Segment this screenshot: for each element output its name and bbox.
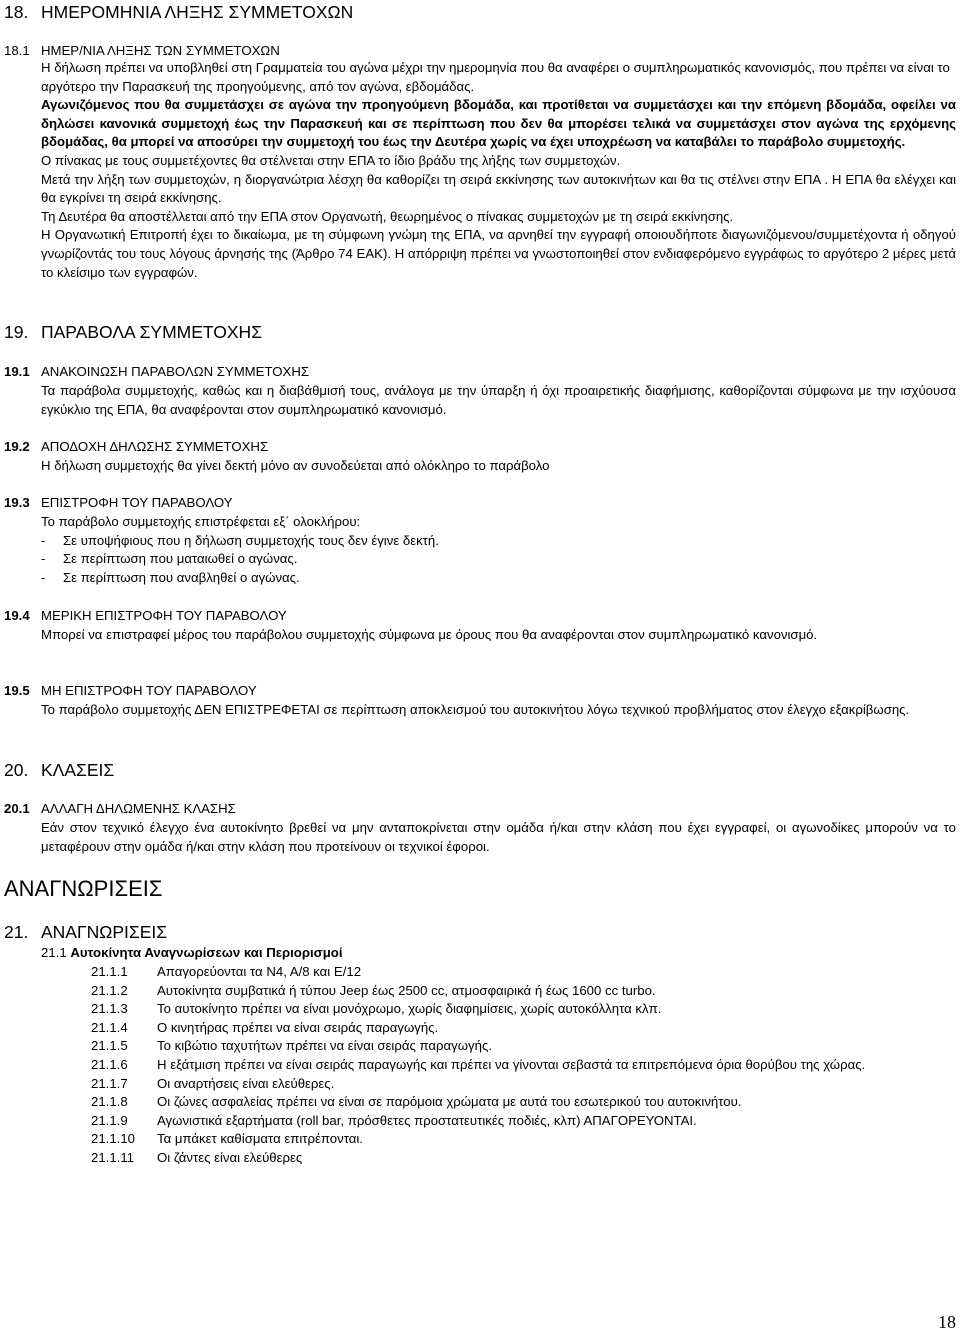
- paragraph: Το παράβολο συμμετοχής ΔΕΝ ΕΠΙΣΤΡΕΦΕΤΑΙ σε περίπτωση αποκλεισμού του αυτοκινήτου λόγω τεχνικού προβλήματος στον έλεγχο εξακρίβωσης.: [41, 702, 910, 717]
- list-item: [91, 1056, 956, 1075]
- bold-paragraph: Αγωνιζόμενος που θα συμμετάσχει σε αγώνα την προηγούμενη βδομάδα, και προτίθεται να συμμετάσχει και την επόμενη βδομάδα, οφείλει να δηλώσει κανονικά συμμετοχή έως την Παρασκευή και σε περίπτωση που δεν θα μπορέσει τελικά να συμμετάσχει στον αγώνα της ερχόμενης βδομάδας, θα μπορεί να αποσύρει την συμμετοχή του έως την Δευτέρα χωρίς να έχει υποχρέωση να καταβάλει το παράβολο συμμετοχής.: [41, 97, 956, 150]
- subsection-19-2-title: [4, 438, 268, 456]
- subsection-number: 18.1: [4, 43, 30, 58]
- paragraph: Η δήλωση συμμετοχής θα γίνει δεκτή μόνο αν συνοδεύεται από ολόκληρο το παράβολο: [41, 458, 550, 473]
- subsection-number: 19.5: [4, 683, 30, 698]
- subsection-number: 21.1: [41, 945, 67, 960]
- subsection-19-1-title: [4, 363, 309, 381]
- item-number: 21.1.2: [91, 982, 128, 998]
- list-item: [91, 1093, 956, 1112]
- subsection-text: Αυτοκίνητα Αναγνωρίσεων και Περιορισμοί: [70, 945, 343, 960]
- item-number: 21.1.4: [91, 1019, 128, 1035]
- subsection-text: ΗΜΕΡ/ΝΙΑ ΛΗΞΗΣ ΤΩΝ ΣΥΜΜΕΤΟΧΩΝ: [41, 43, 280, 58]
- specifications-list: [91, 963, 956, 1168]
- list-item: [91, 1075, 956, 1094]
- list-item: [41, 532, 956, 551]
- paragraph: Μπορεί να επιστραφεί μέρος του παράβολου συμμετοχής σύμφωνα με όρους που θα αναφέρονται στον συμπληρωματικό κανονισμό.: [41, 627, 818, 642]
- subsection-number: 19.4: [4, 608, 30, 623]
- paragraph: Το παράβολο συμμετοχής επιστρέφεται εξ΄ ολοκλήρου:: [41, 514, 361, 529]
- list-item: [41, 569, 956, 588]
- list-item: [91, 1149, 956, 1168]
- item-number: 21.1.6: [91, 1056, 128, 1072]
- item-number: 21.1.7: [91, 1075, 128, 1091]
- subsection-19-4-title: [4, 607, 287, 625]
- item-text: Τα μπάκετ καθίσματα επιτρέπονται.: [157, 1131, 363, 1147]
- paragraph: Ο πίνακας με τους συμμετέχοντες θα στέλνεται στην ΕΠΑ το ίδιο βράδυ της λήξης των συμμετοχών.: [41, 152, 621, 168]
- section-title: ΑΝΑΓΝΩΡΙΣΕΙΣ: [4, 876, 163, 901]
- page-number: 18: [938, 1312, 956, 1333]
- item-text: Ο κινητήρας πρέπει να είναι σειράς παραγωγής.: [157, 1019, 439, 1035]
- item-text: Οι αναρτήσεις είναι ελεύθερες.: [157, 1075, 335, 1091]
- section-18-heading: [4, 1, 353, 23]
- item-text: Η εξάτμιση πρέπει να είναι σειράς παραγωγής και πρέπει να γίνονται σεβαστά τα επιτρεπόμενα όρια θορύβου της χώρας.: [157, 1056, 866, 1072]
- paragraph: Τα παράβολα συμμετοχής, καθώς και η διαβάθμισή τους, ανάλογα με την ύπαρξη ή όχι προαιρετικής διαφήμισης, καθορίζονται σύμφωνα με την ισχύουσα εγκύκλιο της ΕΠΑ, θα αναφέρονται στον συμπληρωματικό κανονισμό.: [41, 383, 956, 417]
- subsection-19-5-title: [4, 682, 257, 700]
- list-item: [91, 1112, 956, 1131]
- item-text: Το αυτοκίνητο πρέπει να είναι μονόχρωμο, χωρίς διαφημίσεις, χωρίς αυτοκόλλητα κλπ.: [157, 1001, 662, 1017]
- list-item: [41, 550, 956, 569]
- subsection-text: ΑΛΛΑΓΗ ΔΗΛΩΜΕΝΗΣ ΚΛΑΣΗΣ: [41, 801, 236, 816]
- list-item-text: Σε περίπτωση που ματαιωθεί ο αγώνας.: [63, 551, 298, 567]
- item-text: Αγωνιστικά εξαρτήματα (roll bar, πρόσθετες προστατευτικές ποδιές, κλπ) ΑΠΑΓΟΡΕΥΟΝΤΑΙ.: [157, 1112, 697, 1128]
- paragraph: Η Οργανωτική Επιτροπή έχει το δικαίωμα, με τη σύμφωνη γνώμη της ΕΠΑ, να αρνηθεί την εγγραφή οποιουδήποτε διαγωνιζόμενου/συμμετέχοντα ή οδηγού γνωρίζοντάς του τους λόγους άρνησής της (Άρθρο 74 ΕΑΚ). Η απόρριψη πρέπει να γνωστοποιηθεί στον ενδιαφερόμενο εγγράφως το αργότερο 2 μέρες μετά το κλείσιμο των εγγραφών.: [41, 227, 956, 280]
- heading-text: ΚΛΑΣΕΙΣ: [41, 760, 115, 780]
- heading-text: ΑΝΑΓΝΩΡΙΣΕΙΣ: [41, 922, 168, 942]
- list-item: [91, 1130, 956, 1149]
- list-item: [91, 963, 956, 982]
- subsection-text: ΜΕΡΙΚΗ ΕΠΙΣΤΡΟΦΗ ΤΟΥ ΠΑΡΑΒΟΛΟΥ: [41, 608, 287, 623]
- dash: -: [41, 532, 46, 548]
- list-item-text: Σε υποψήφιους που η δήλωση συμμετοχής τους δεν έγινε δεκτή.: [63, 532, 439, 548]
- heading-text: ΗΜΕΡΟΜΗΝΙΑ ΛΗΞΗΣ ΣΥΜΜΕΤΟΧΩΝ: [41, 2, 354, 22]
- section-21-heading: [4, 921, 167, 943]
- dash: -: [41, 569, 46, 585]
- list-item-text: Σε περίπτωση που αναβληθεί ο αγώνας.: [63, 569, 300, 585]
- item-text: Το κιβώτιο ταχυτήτων πρέπει να είναι σειράς παραγωγής.: [157, 1038, 493, 1054]
- item-number: 21.1.9: [91, 1112, 128, 1128]
- item-number: 21.1.8: [91, 1094, 128, 1110]
- subsection-text: ΜΗ ΕΠΙΣΤΡΟΦΗ ΤΟΥ ΠΑΡΑΒΟΛΟΥ: [41, 683, 257, 698]
- paragraph: Η δήλωση πρέπει να υποβληθεί στη Γραμματεία του αγώνα μέχρι την ημερομηνία που θα αναφέρει ο συμπληρωματικός κανονισμός, που πρέπει να είναι το αργότερο την Παρασκευή της προηγούμενης, από τον αγώνα, εβδομάδας.: [41, 60, 950, 94]
- item-text: Απαγορεύονται τα Ν4, Α/8 και Ε/12: [157, 964, 362, 979]
- heading-text: ΠΑΡΑΒΟΛΑ ΣΥΜΜΕΤΟΧΗΣ: [41, 322, 263, 342]
- item-number: 21.1.10: [91, 1131, 135, 1147]
- heading-number: 20.: [4, 760, 29, 780]
- item-number: 21.1.1: [91, 964, 128, 979]
- list-item: [91, 982, 956, 1001]
- list-item: [91, 1019, 956, 1038]
- subsection-text: ΑΝΑΚΟΙΝΩΣΗ ΠΑΡΑΒΟΛΩΝ ΣΥΜΜΕΤΟΧΗΣ: [41, 364, 310, 379]
- subsection-text: ΑΠΟΔΟΧΗ ΔΗΛΩΣΗΣ ΣΥΜΜΕΤΟΧΗΣ: [41, 439, 269, 454]
- section-18-body: [41, 59, 956, 282]
- item-number: 21.1.11: [91, 1149, 135, 1165]
- item-text: Αυτοκίνητα συμβατικά ή τύπου Jeep έως 2500 cc, ατμοσφαιρικά ή έως 1600 cc turbo.: [157, 982, 656, 998]
- dash: -: [41, 551, 46, 567]
- heading-number: 21.: [4, 922, 29, 942]
- subsection-number: 19.1: [4, 364, 30, 379]
- item-number: 21.1.3: [91, 1001, 128, 1017]
- paragraph: Μετά την λήξη των συμμετοχών, η διοργανώτρια λέσχη θα καθορίζει τη σειρά εκκίνησης των αυτοκινήτων και θα τις στέλνει στην ΕΠΑ . Η ΕΠΑ θα ελέγχει και θα εγκρίνει τη σειρά εκκίνησης.: [41, 171, 956, 206]
- list-item: [91, 1000, 956, 1019]
- subsection-20-1-title: [4, 800, 236, 818]
- subsection-21-1-title: [41, 944, 343, 963]
- list-item: [91, 1037, 956, 1056]
- heading-number: 19.: [4, 322, 29, 342]
- subsection-number: 19.3: [4, 495, 30, 510]
- section-20-heading: [4, 759, 114, 781]
- section-19-heading: [4, 321, 262, 343]
- subsection-18-1-title: [4, 42, 280, 60]
- item-number: 21.1.5: [91, 1038, 128, 1054]
- subsection-number: 19.2: [4, 439, 30, 454]
- item-text: Οι ζάντες είναι ελεύθερες: [157, 1149, 303, 1165]
- paragraph: Εάν στον τεχνικό έλεγχο ένα αυτοκίνητο βρεθεί να μην ανταποκρίνεται στην ομάδα ή/και στην κλάση που έχει εγγραφεί, οι αγωνοδίκες μπορούν να το μεταφέρουν στην ομάδα ή/και στην κλάση που προτείνουν οι τεχνικοί έφοροι.: [41, 820, 956, 854]
- paragraph: Τη Δευτέρα θα αποστέλλεται από την ΕΠΑ στον Οργανωτή, θεωρημένος ο πίνακας συμμετοχών με τη σειρά εκκίνησης.: [41, 208, 734, 224]
- heading-number: 18.: [4, 2, 29, 22]
- section-19-3-body: [41, 513, 956, 587]
- subsection-19-3-title: [4, 494, 233, 512]
- subsection-number: 20.1: [4, 801, 30, 816]
- item-text: Οι ζώνες ασφαλείας πρέπει να είναι σε παρόμοια χρώματα με αυτά του εσωτερικού του αυτοκινήτου.: [157, 1094, 742, 1110]
- subsection-text: ΕΠΙΣΤΡΟΦΗ ΤΟΥ ΠΑΡΑΒΟΛΟΥ: [41, 495, 233, 510]
